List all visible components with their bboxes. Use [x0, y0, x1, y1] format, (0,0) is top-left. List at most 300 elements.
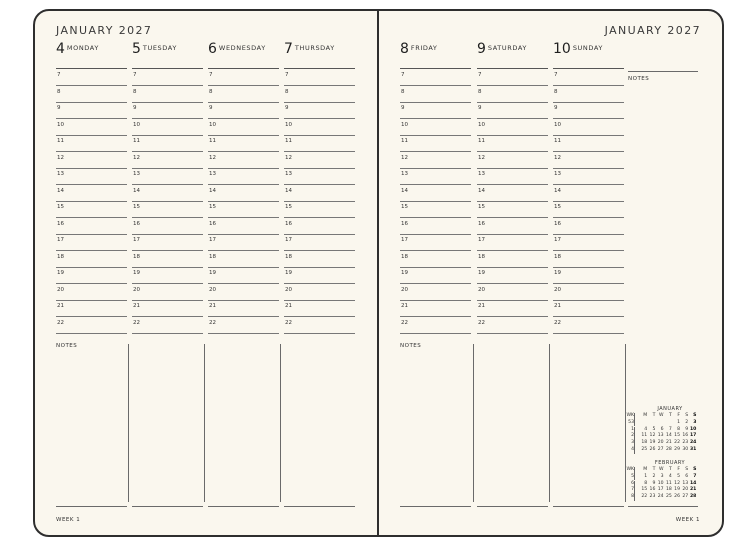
hour-row [132, 251, 203, 268]
day-name: THURSDAY [294, 44, 335, 52]
day-cell: 8 [677, 426, 680, 432]
day-cell: T [652, 467, 656, 472]
right-page [379, 11, 722, 535]
hour-row [477, 284, 548, 301]
hour-label: 8 [209, 88, 213, 95]
hour-row [208, 102, 279, 119]
hour-label: 15 [209, 204, 216, 210]
hour-label: 17 [401, 237, 408, 243]
hour-row [477, 185, 548, 202]
hour-label: 7 [133, 72, 137, 78]
hour-row [400, 201, 471, 218]
hour-row [400, 168, 471, 185]
day-cell: 4 [644, 426, 648, 432]
hour-row [400, 300, 471, 317]
hour-label: 12 [209, 154, 216, 161]
day-cell: W [659, 413, 664, 418]
hour-label: 11 [285, 138, 292, 144]
hour-label: 22 [209, 319, 216, 326]
hour-label: 15 [478, 204, 485, 210]
hour-label: 17 [209, 237, 216, 243]
day-cell: T [668, 413, 672, 418]
hour-label: 11 [554, 138, 561, 144]
hour-label: 15 [401, 204, 408, 210]
day-cell: 5 [677, 473, 680, 479]
day-cell: 24 [689, 440, 697, 446]
hour-row [553, 317, 624, 334]
day-cell: 21 [689, 487, 697, 493]
hour-row [56, 234, 127, 251]
hour-label: 12 [285, 154, 292, 161]
day-name: FRIDAY [410, 44, 438, 52]
notes-baseline [208, 506, 279, 507]
notes-divider [204, 344, 205, 502]
day-cell: W [659, 467, 664, 472]
day-header [477, 38, 548, 69]
hour-label: 19 [285, 270, 292, 276]
day-cell: 20 [682, 487, 689, 493]
hour-label: 7 [554, 72, 558, 78]
hour-row [553, 218, 624, 235]
hour-row [208, 234, 279, 251]
hour-label: 8 [57, 88, 61, 95]
week-label-left: WEEK 1 [56, 517, 81, 523]
hour-label: 13 [554, 171, 561, 177]
day-cell: 25 [641, 447, 648, 452]
hour-row [477, 168, 548, 185]
day-cell: 6 [685, 473, 689, 479]
day-cell: 16 [682, 433, 689, 439]
hour-label: 16 [478, 220, 485, 227]
hour-label: 16 [285, 220, 292, 227]
hour-row [400, 69, 471, 86]
hour-label: 13 [401, 171, 408, 177]
hour-label: 21 [57, 303, 64, 309]
hour-label: 7 [57, 72, 61, 78]
hour-label: 7 [285, 72, 289, 78]
hour-label: 8 [554, 88, 558, 95]
hour-label: 17 [554, 237, 561, 243]
week-number: 3 [626, 440, 635, 447]
hour-label: 12 [478, 154, 485, 161]
day-cell: F [677, 467, 680, 472]
hour-label: 21 [133, 303, 140, 309]
hour-row [284, 185, 355, 202]
hour-row [56, 86, 127, 103]
hour-row [208, 251, 279, 268]
week-number: 6 [626, 481, 635, 488]
hour-label: 17 [57, 237, 64, 243]
day-header [132, 38, 203, 69]
hour-label: 18 [554, 253, 561, 260]
hour-label: 19 [57, 270, 64, 276]
day-cell: 9 [685, 426, 689, 432]
hour-row [553, 201, 624, 218]
week-number: WK [626, 467, 634, 472]
hour-row [400, 284, 471, 301]
hour-label: 19 [401, 270, 408, 276]
hour-row [208, 267, 279, 284]
hour-row [284, 119, 355, 136]
day-cell: 14 [689, 480, 697, 486]
hour-label: 12 [57, 154, 64, 161]
day-cell: 1 [644, 473, 648, 479]
day-cell: 3 [693, 419, 697, 425]
hour-row [553, 69, 624, 86]
hour-row [400, 102, 471, 119]
week-number: WK [626, 413, 634, 418]
hour-row [56, 135, 127, 152]
day-cell: 28 [689, 494, 697, 500]
hour-label: 9 [401, 105, 405, 111]
day-cell: 11 [641, 433, 648, 439]
hour-label: 14 [554, 187, 561, 194]
day-number: 5 [132, 41, 141, 57]
hour-row [477, 317, 548, 334]
day-cell: 27 [682, 494, 689, 500]
hour-label: 10 [133, 121, 140, 128]
notes-baseline [553, 506, 624, 507]
hour-label: 20 [478, 286, 485, 293]
hour-label: 9 [554, 105, 558, 111]
mini-calendar-week [627, 494, 707, 501]
hour-row [477, 251, 548, 268]
hour-label: 19 [133, 270, 140, 276]
hour-row [284, 201, 355, 218]
hour-row [477, 86, 548, 103]
day-cell: 12 [649, 433, 656, 439]
hour-label: 15 [285, 204, 292, 210]
day-cell: 17 [657, 487, 664, 493]
day-cell: 19 [649, 440, 656, 446]
day-cell: 21 [665, 440, 672, 446]
hour-label: 21 [209, 303, 216, 309]
hour-row [56, 218, 127, 235]
hour-label: 11 [478, 138, 485, 144]
hour-row [56, 300, 127, 317]
hour-row [400, 317, 471, 334]
hour-row [132, 267, 203, 284]
day-cell: M [643, 413, 648, 418]
day-cell: 19 [674, 487, 680, 493]
hour-label: 9 [133, 105, 137, 111]
hour-label: 17 [478, 237, 485, 243]
hour-label: 18 [285, 253, 292, 260]
hour-label: 12 [554, 154, 561, 161]
notes-baseline [284, 506, 355, 507]
week-number: 1 [626, 427, 635, 434]
hour-row [553, 284, 624, 301]
week-number: 2 [626, 433, 635, 440]
mini-calendar-week [627, 447, 707, 454]
notes-divider [473, 344, 474, 502]
notes-label-side: NOTES [628, 76, 650, 82]
hour-row [132, 300, 203, 317]
hour-row [400, 251, 471, 268]
day-cell: 3 [660, 473, 664, 479]
hour-row [477, 218, 548, 235]
day-cell: 4 [668, 473, 672, 479]
hour-label: 11 [209, 138, 216, 144]
hour-row [553, 168, 624, 185]
hour-row [208, 300, 279, 317]
hour-row [132, 201, 203, 218]
day-cell: 1 [677, 419, 680, 425]
hour-label: 17 [285, 237, 292, 243]
hour-row [132, 135, 203, 152]
day-name: WEDNESDAY [218, 44, 266, 52]
hour-row [553, 251, 624, 268]
day-cell: 30 [682, 447, 689, 452]
day-name: SUNDAY [572, 44, 603, 52]
hour-row [208, 152, 279, 169]
hour-row [284, 234, 355, 251]
hour-label: 22 [133, 319, 140, 326]
hour-label: 16 [554, 220, 561, 227]
hour-label: 9 [209, 105, 213, 111]
day-cell: 18 [641, 440, 648, 446]
hour-row [208, 135, 279, 152]
hour-label: 20 [57, 286, 64, 293]
hour-row [477, 267, 548, 284]
day-header [400, 38, 471, 69]
hour-row [56, 102, 127, 119]
hour-label: 20 [554, 286, 561, 293]
hour-row [56, 152, 127, 169]
week-number: 4 [626, 447, 635, 454]
hour-label: 15 [57, 204, 64, 210]
hour-row [400, 152, 471, 169]
day-cell: T [652, 413, 656, 418]
hour-row [400, 86, 471, 103]
day-cell: 10 [657, 480, 664, 486]
hour-label: 22 [285, 319, 292, 326]
hour-label: 16 [209, 220, 216, 227]
hour-row [132, 234, 203, 251]
hour-row [477, 300, 548, 317]
day-cell: 5 [652, 426, 656, 432]
day-cell: 13 [682, 480, 689, 486]
day-cell: 22 [674, 440, 680, 446]
hour-row [56, 119, 127, 136]
hour-row [477, 135, 548, 152]
hour-row [400, 218, 471, 235]
day-number: 4 [56, 41, 65, 57]
hour-label: 22 [478, 319, 485, 326]
mini-calendar [627, 406, 707, 466]
notes-divider [549, 344, 550, 502]
hour-label: 13 [209, 171, 216, 177]
notes-label-left: NOTES [56, 343, 78, 349]
hour-row [284, 218, 355, 235]
day-cell: 25 [665, 494, 672, 500]
hour-row [553, 152, 624, 169]
hour-label: 9 [57, 105, 61, 111]
hour-label: 14 [133, 187, 140, 194]
hour-label: 16 [133, 220, 140, 227]
hour-row [553, 102, 624, 119]
month-title-left: JANUARY 2027 [56, 24, 153, 37]
day-name: MONDAY [66, 44, 99, 52]
hour-row [284, 168, 355, 185]
hour-row [132, 119, 203, 136]
hour-label: 9 [285, 105, 289, 111]
hour-label: 19 [209, 270, 216, 276]
hour-row [56, 185, 127, 202]
hour-label: 11 [57, 138, 64, 144]
hour-row [208, 201, 279, 218]
hour-row [553, 119, 624, 136]
month-title-right: JANUARY 2027 [604, 24, 701, 37]
hour-row [208, 86, 279, 103]
hour-label: 20 [401, 286, 408, 293]
hour-label: 10 [478, 121, 485, 128]
hour-label: 22 [57, 319, 64, 326]
hour-label: 21 [401, 303, 408, 309]
day-cell: M [643, 467, 648, 472]
hour-row [284, 69, 355, 86]
hour-label: 16 [57, 220, 64, 227]
hour-label: 9 [478, 105, 482, 111]
hour-row [56, 168, 127, 185]
hour-label: 19 [554, 270, 561, 276]
hour-row [553, 86, 624, 103]
day-cell: 9 [652, 480, 656, 486]
hour-label: 15 [133, 204, 140, 210]
mini-calendar-title: JANUARY [657, 406, 683, 412]
hour-row [284, 267, 355, 284]
hour-label: 17 [133, 237, 140, 243]
hour-label: 8 [133, 88, 137, 95]
day-cell: 23 [649, 494, 656, 500]
day-cell: F [677, 413, 680, 418]
hour-label: 19 [478, 270, 485, 276]
hour-label: 13 [57, 171, 64, 177]
hour-label: 20 [209, 286, 216, 293]
day-cell: 17 [689, 433, 697, 439]
day-cell: 28 [665, 447, 672, 452]
notes-divider [280, 344, 281, 502]
hour-row [400, 135, 471, 152]
day-cell: 7 [693, 473, 697, 479]
hour-row [132, 69, 203, 86]
hour-row [400, 119, 471, 136]
hour-label: 7 [401, 72, 405, 78]
day-cell: 7 [668, 426, 672, 432]
hour-label: 13 [478, 171, 485, 177]
day-name: TUESDAY [142, 44, 177, 52]
hour-row [56, 267, 127, 284]
day-cell: 2 [685, 419, 689, 425]
hour-row [132, 86, 203, 103]
hour-label: 7 [209, 72, 213, 78]
hour-label: 10 [209, 121, 216, 128]
day-cell: 6 [660, 426, 664, 432]
hour-label: 14 [57, 187, 64, 194]
week-number: 53 [626, 420, 635, 427]
day-cell: 12 [674, 480, 680, 486]
hour-label: 18 [209, 253, 216, 260]
day-cell: 22 [641, 494, 648, 500]
hour-label: 21 [554, 303, 561, 309]
hour-row [284, 102, 355, 119]
day-cell: 26 [649, 447, 656, 452]
hour-row [553, 300, 624, 317]
notes-side-rule [628, 71, 698, 72]
hour-row [400, 185, 471, 202]
hour-row [208, 185, 279, 202]
hour-row [208, 284, 279, 301]
hour-label: 22 [401, 319, 408, 326]
hour-row [553, 267, 624, 284]
day-cell: 27 [657, 447, 664, 452]
hour-row [56, 284, 127, 301]
hour-row [208, 317, 279, 334]
day-cell: 15 [674, 433, 680, 439]
hour-label: 10 [285, 121, 292, 128]
hour-label: 11 [401, 138, 408, 144]
notes-baseline [400, 506, 471, 507]
hour-row [284, 135, 355, 152]
week-number: 7 [626, 487, 635, 494]
day-cell: 13 [657, 433, 664, 439]
hour-row [477, 119, 548, 136]
hour-row [400, 234, 471, 251]
hour-label: 18 [478, 253, 485, 260]
day-number: 8 [400, 41, 409, 57]
notes-baseline [132, 506, 203, 507]
hour-row [553, 185, 624, 202]
hour-row [284, 86, 355, 103]
day-header [284, 38, 355, 69]
hour-row [400, 267, 471, 284]
day-cell: 18 [665, 487, 672, 493]
hour-row [284, 152, 355, 169]
day-cell: 14 [665, 433, 672, 439]
hour-row [132, 185, 203, 202]
day-cell: 26 [674, 494, 680, 500]
mini-calendar [627, 460, 707, 520]
hour-label: 14 [478, 187, 485, 194]
day-cell: 15 [641, 487, 648, 493]
day-cell: T [668, 467, 672, 472]
day-number: 7 [284, 41, 293, 57]
hour-label: 8 [478, 88, 482, 95]
day-name: SATURDAY [487, 44, 527, 52]
hour-row [284, 251, 355, 268]
hour-label: 14 [209, 187, 216, 194]
hour-row [208, 69, 279, 86]
hour-label: 20 [133, 286, 140, 293]
hour-label: 8 [401, 88, 405, 95]
hour-row [56, 201, 127, 218]
hour-label: 13 [133, 171, 140, 177]
day-cell: 10 [689, 426, 697, 432]
hour-label: 18 [133, 253, 140, 260]
day-cell: S [685, 413, 689, 418]
day-cell: 20 [657, 440, 664, 446]
planner-spread [33, 9, 724, 537]
week-number: 8 [626, 494, 635, 501]
hour-label: 14 [285, 187, 292, 194]
notes-divider [128, 344, 129, 502]
notes-baseline [477, 506, 548, 507]
hour-label: 10 [401, 121, 408, 128]
day-cell: 8 [644, 480, 648, 486]
left-page [35, 11, 377, 535]
hour-row [132, 152, 203, 169]
day-header [553, 38, 624, 69]
